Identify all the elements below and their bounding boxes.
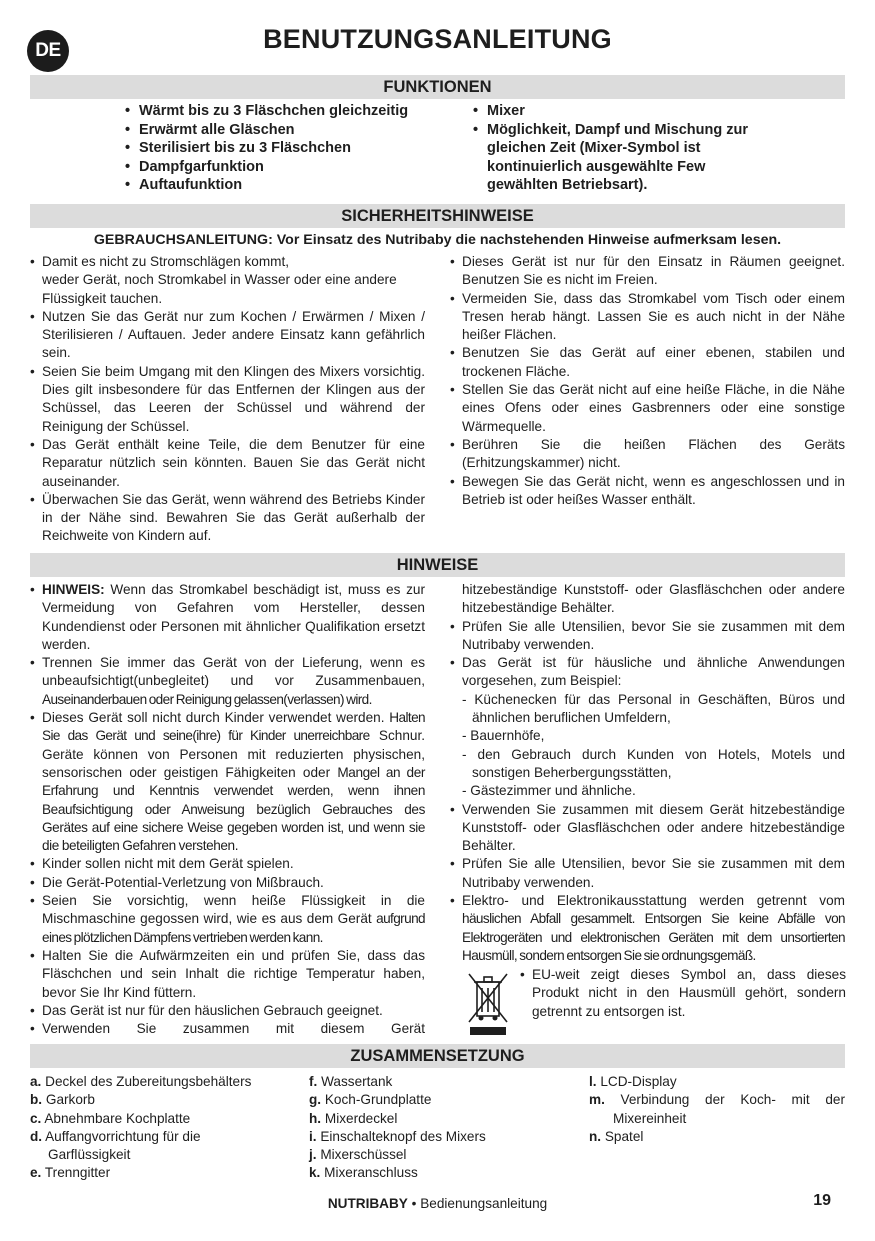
weee-notice bbox=[466, 966, 846, 1036]
footer-separator: • bbox=[407, 1196, 421, 1211]
part-label: Mixeranschluss bbox=[320, 1165, 418, 1181]
safety-list-left bbox=[30, 253, 425, 546]
part-label: Koch-Grundplatte bbox=[321, 1092, 432, 1108]
part-item bbox=[30, 1073, 290, 1091]
list-item: • Vermeiden Sie, dass das Stromkabel vom Tisch oder einem Tresen herab hängt. Lassen Sie es auch nicht in der Nähe heißer Flächen. bbox=[450, 290, 845, 345]
note-text: Trennen Sie immer das Gerät von der Lieferung, wenn es unbeaufsichtigt(unbegleitet) und vor Zusammenbauen, bbox=[42, 655, 425, 689]
note-text: Auseinanderbauen oder Reinigung gelassen(verlassen) wird. bbox=[42, 691, 372, 707]
part-label: Wassertank bbox=[317, 1074, 393, 1089]
part-key: n. bbox=[589, 1128, 602, 1144]
list-item: hitzebeständige Kunststoff- oder Glasfläschchen oder andere hitzebeständige Behälter. bbox=[462, 582, 845, 616]
part-label: Garkorb bbox=[42, 1092, 95, 1108]
part-item bbox=[589, 1091, 845, 1128]
part-label: Abnehmbare Kochplatte bbox=[41, 1110, 191, 1126]
language-badge: DE bbox=[27, 30, 69, 72]
part-key: i. bbox=[309, 1128, 317, 1144]
list-item: • Benutzen Sie das Gerät auf einer ebenen, stabilen und trockenen Fläche. bbox=[450, 344, 845, 381]
note-text: Seien Sie vorsichtig, wenn heiße Flüssigkeit in die Mischmaschine gegossen wird, wie es aus dem Gerät bbox=[42, 893, 425, 927]
page-title: BENUTZUNGSANLEITUNG bbox=[263, 24, 612, 54]
part-key: m. bbox=[589, 1092, 605, 1108]
part-label: Auffangvorrichtung für die Garflüssigkeit bbox=[42, 1128, 201, 1163]
list-item: • Das Gerät enthält keine Teile, die dem Benutzer für eine Reparatur nützlich sein könnten. Bauen Sie das Gerät nicht auseinander. bbox=[30, 436, 425, 491]
list-item: • Damit es nicht zu Stromschlägen kommt, bbox=[30, 253, 425, 271]
page-number: 19 bbox=[813, 1192, 831, 1209]
section-title-zusammensetzung: ZUSAMMENSETZUNG bbox=[30, 1044, 845, 1068]
part-item bbox=[309, 1164, 569, 1182]
part-item bbox=[589, 1128, 845, 1146]
notes-list-left bbox=[30, 581, 425, 1038]
safety-list-right bbox=[450, 253, 845, 509]
list-item: • Überwachen Sie das Gerät, wenn während des Betriebs Kinder in der Nähe sind. Bewahren Sie das Gerät außerhalb der Reichweite von Kindern auf. bbox=[30, 491, 425, 546]
part-item bbox=[309, 1146, 569, 1164]
note-keyword: HINWEIS: bbox=[42, 582, 105, 597]
part-key: e. bbox=[30, 1165, 42, 1181]
parts-list-col3 bbox=[589, 1073, 845, 1146]
list-subitem: - den Gebrauch durch Kunden von Hotels, Motels und sonstigen Beherbergungsstätten, bbox=[462, 746, 845, 780]
section-title-funktionen: FUNKTIONEN bbox=[30, 75, 845, 99]
part-item bbox=[589, 1073, 845, 1091]
parts-list-col1 bbox=[30, 1073, 290, 1183]
part-key: j. bbox=[309, 1147, 317, 1163]
part-item bbox=[30, 1091, 290, 1109]
part-key: d. bbox=[30, 1128, 43, 1144]
part-key: k. bbox=[309, 1165, 321, 1181]
list-item: • Verwenden Sie zusammen mit diesem Gerät bbox=[30, 1020, 425, 1038]
note-text: Mangel an der Erfahrung und Kenntnis verwendet werden, wenn ihnen Beaufsichtigung oder Anweisung bezüglich Gebrauches des Gerätes auf eine sichere Weise gegeben worden ist, und wenn sie die beteiligten Gefahren verstehen. bbox=[42, 764, 425, 854]
list-item: • Prüfen Sie alle Utensilien, bevor Sie sie zusammen mit dem Nutribaby verwenden. bbox=[450, 618, 845, 655]
list-item: • Das Gerät ist nur für den häuslichen Gebrauch geeignet. bbox=[30, 1002, 425, 1020]
part-label: Verbindung der Koch- mit der Mixereinheit bbox=[604, 1092, 845, 1126]
part-key: c. bbox=[30, 1110, 42, 1126]
part-item bbox=[309, 1128, 569, 1146]
footer-text: Bedienungsanleitung bbox=[420, 1196, 548, 1211]
feature-item: • Auftaufunktion bbox=[125, 176, 465, 195]
list-item bbox=[30, 892, 425, 947]
safety-subheading: GEBRAUCHSANLEITUNG: Vor Einsatz des Nutribaby die nachstehenden Hinweise aufmerksam lesen. bbox=[93, 232, 782, 248]
note-text: Wenn das Stromkabel beschädigt ist, muss es zur Vermeidung von Gefahren vom Hersteller, dessen Kundendienst oder Personen mit ähnlicher Qualifikation ersetzt werden. bbox=[42, 582, 425, 652]
weee-text: • EU-weit zeigt dieses Symbol an, dass dieses Produkt nicht in den Hausmüll gehört, sondern getrennt zu entsorgen ist. bbox=[520, 966, 846, 1021]
part-key: a. bbox=[30, 1074, 42, 1089]
part-label: Spatel bbox=[601, 1128, 644, 1144]
part-label: Einschalteknopf des Mixers bbox=[316, 1128, 486, 1144]
list-subitem: - Küchenecken für das Personal in Geschäften, Büros und ähnlichen beruflichen Umfeldern, bbox=[462, 691, 845, 726]
list-item: • Nutzen Sie das Gerät nur zum Kochen / Erwärmen / Mixen / Sterilisieren / Auftauen. Jeder andere Einsatz kann gefährlich sein. bbox=[30, 308, 425, 363]
list-subitem: - Bauernhöfe, bbox=[462, 728, 545, 744]
part-label: Trenngitter bbox=[41, 1165, 111, 1181]
features-list-left bbox=[125, 102, 465, 195]
feature-item: • Mixer bbox=[473, 102, 763, 121]
part-item bbox=[309, 1110, 569, 1128]
list-item bbox=[30, 709, 425, 855]
list-item: • Seien Sie beim Umgang mit den Klingen des Mixers vorsichtig. Dies gilt insbesondere für das Entfernen der Klingen aus der Schüssel, das Leeren der Schüssel und während der Reinigung der Schüssel. bbox=[30, 363, 425, 436]
part-key: h. bbox=[309, 1110, 322, 1126]
part-item bbox=[30, 1110, 290, 1128]
note-text: Schnur. Geräte können von Personen mit reduzierten physischen, sensorischen oder geistigen Fähigkeiten oder bbox=[42, 728, 425, 780]
list-item: • Die Gerät-Potential-Verletzung von Mißbrauch. bbox=[30, 874, 425, 892]
list-item: • Das Gerät ist für häusliche und ähnliche Anwendungen vorgesehen, zum Beispiel: bbox=[450, 654, 845, 691]
feature-item: • Sterilisiert bis zu 3 Fläschchen bbox=[125, 139, 465, 158]
note-text: Elektro- und Elektronikausstattung werden getrennt vom bbox=[462, 893, 845, 909]
part-label: Deckel des Zubereitungsbehälters bbox=[41, 1074, 252, 1089]
list-item: • Halten Sie die Aufwärmzeiten ein und prüfen Sie, dass das Fläschchen und sein Inhalt die richtige Temperatur haben, bevor Sie Ihr Kind füttern. bbox=[30, 947, 425, 1002]
note-text: häuslichen Abfall gesammelt. Entsorgen Sie keine Abfälle von Elektrogeräten und elektronischen Geräten mit dem unsortierten Hausmüll, sondern entsorgen Sie sie ordnungsgemäß. bbox=[462, 911, 845, 963]
section-title-sicherheitshinweise: SICHERHEITSHINWEISE bbox=[30, 204, 845, 228]
list-item: weder Gerät, noch Stromkabel in Wasser oder eine andere Flüssigkeit tauchen. bbox=[42, 272, 397, 306]
part-label: LCD-Display bbox=[596, 1074, 677, 1089]
list-subitem: - Gästezimmer und ähnliche. bbox=[462, 783, 636, 799]
list-item bbox=[30, 581, 425, 654]
part-item bbox=[309, 1073, 569, 1091]
part-label: Mixerdeckel bbox=[321, 1110, 398, 1126]
list-item: • Bewegen Sie das Gerät nicht, wenn es angeschlossen und in Betrieb ist oder heißes Wasser enthält. bbox=[450, 473, 845, 510]
feature-item: • Möglichkeit, Dampf und Mischung zur gleichen Zeit (Mixer-Symbol ist kontinuierlich ausgewählte Few gewählten Betriebsart). bbox=[473, 121, 763, 195]
part-key: f. bbox=[309, 1074, 318, 1089]
section-title-hinweise: HINWEISE bbox=[30, 553, 845, 577]
part-item bbox=[309, 1091, 569, 1109]
list-item: • Berühren Sie die heißen Flächen des Geräts (Erhitzungskammer) nicht. bbox=[450, 436, 845, 473]
list-item bbox=[30, 654, 425, 709]
notes-list-right bbox=[450, 581, 845, 965]
features-list-right bbox=[473, 102, 763, 195]
list-item: • Dieses Gerät ist nur für den Einsatz in Räumen geeignet. Benutzen Sie es nicht im Freien. bbox=[450, 253, 845, 290]
part-key: g. bbox=[309, 1092, 322, 1108]
list-item: • Prüfen Sie alle Utensilien, bevor Sie sie zusammen mit dem Nutribaby verwenden. bbox=[450, 855, 845, 892]
part-key: l. bbox=[589, 1074, 597, 1089]
part-key: b. bbox=[30, 1092, 43, 1108]
feature-item: • Erwärmt alle Gläschen bbox=[125, 121, 465, 140]
page-footer bbox=[0, 1196, 875, 1211]
part-item bbox=[30, 1164, 290, 1182]
parts-list-col2 bbox=[309, 1073, 569, 1183]
note-text: Halten Sie das Gerät und seine(ihre) für Kinder unerreichbare bbox=[42, 710, 425, 744]
part-item bbox=[30, 1128, 230, 1165]
note-text: Dieses Gerät soll nicht durch Kinder verwendet werden. bbox=[42, 710, 390, 726]
part-label: Mixerschüssel bbox=[316, 1147, 407, 1163]
feature-item: • Wärmt bis zu 3 Fläschchen gleichzeitig bbox=[125, 102, 465, 121]
list-item: • Verwenden Sie zusammen mit diesem Gerät hitzebeständige Kunststoff- oder Glasfläschchen oder andere hitzebeständige Behälter. bbox=[450, 801, 845, 856]
list-item bbox=[450, 892, 845, 965]
feature-item: • Dampfgarfunktion bbox=[125, 158, 465, 177]
crossed-out-bin-icon bbox=[466, 970, 510, 1036]
list-item: • Kinder sollen nicht mit dem Gerät spielen. bbox=[30, 855, 425, 873]
list-item: • Stellen Sie das Gerät nicht auf eine heiße Fläche, in die Nähe eines Ofens oder eines Gasbrenners oder eine sonstige Wärmequelle. bbox=[450, 381, 845, 436]
footer-brand: NUTRIBABY bbox=[327, 1196, 408, 1211]
note-text: aufgrund eines plötzlichen Dämpfens vertrieben werden kann. bbox=[42, 911, 425, 945]
